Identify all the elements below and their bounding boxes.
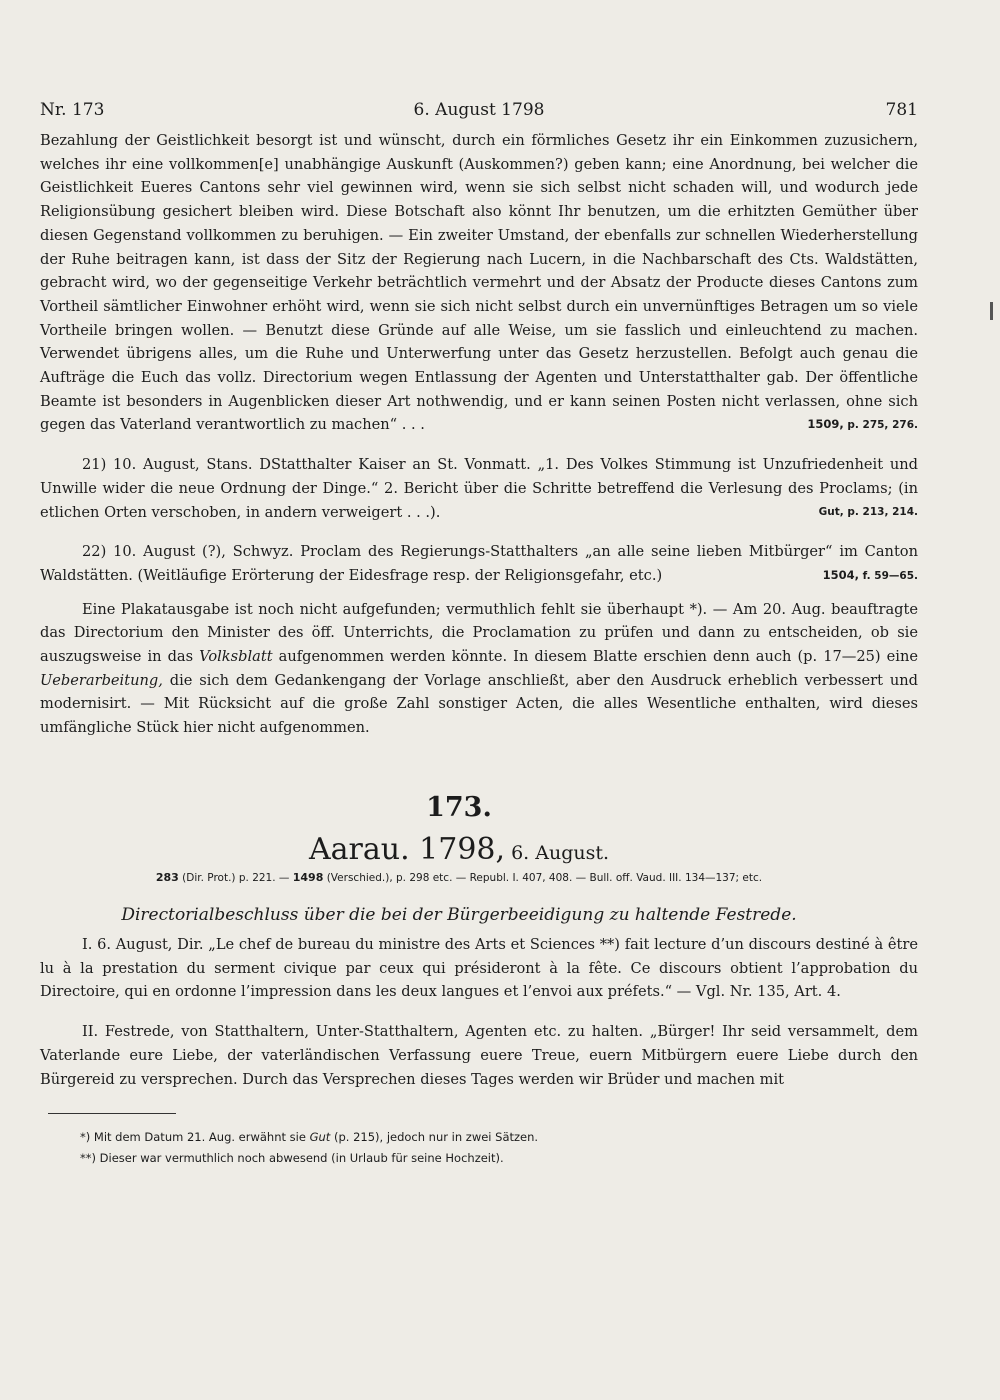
commentary-italic-volksblatt: Volksblatt xyxy=(199,648,273,666)
footnotes xyxy=(80,1127,900,1169)
commentary-text-2: aufgenommen werden könnte. In diesem Blatte erschien denn auch (p. 17—25) eine xyxy=(272,648,918,666)
item-21 xyxy=(40,453,918,524)
document-number-heading: 173. xyxy=(426,792,492,823)
commentary-italic-ueberarbeitung: Ueberarbeitung, xyxy=(40,671,163,689)
source-number-2: 1498 xyxy=(292,871,324,884)
page-number: 781 xyxy=(885,100,918,120)
document-place-date xyxy=(0,832,918,871)
archive-reference xyxy=(807,413,918,438)
item-22 xyxy=(40,540,918,587)
item-22-reference-number: 1504, xyxy=(822,567,859,582)
header-document-number: Nr. 173 xyxy=(40,100,105,120)
footnote-rule xyxy=(48,1113,176,1114)
lower-text-block xyxy=(40,933,918,1091)
document-place-year: Aarau. 1798, xyxy=(308,832,506,867)
item-22-reference xyxy=(781,564,918,589)
item-22-text: 22) 10. August (?), Schwyz. Proclam des Regierungs-Statthalters „an alle seine lieben Mitbürger“ im Canton Waldstätten. (Weitläufige Erörterung der Eidesfrage resp. der Religionsgefahr, etc.) xyxy=(40,543,918,584)
footnote-1-text-a: *) Mit dem Datum 21. Aug. erwähnt sie xyxy=(80,1130,310,1144)
source-number-1: 283 xyxy=(155,871,179,884)
footnote-1 xyxy=(80,1127,900,1148)
section-2: II. Festrede, von Statthaltern, Unter-Statthaltern, Agenten etc. zu halten. „Bürger! Ihr seid versammelt, dem Vaterlande eure Liebe, der vaterländischen Verfassung euere Treue, euern Mitbürgern euere Liebe durch den Bürgereid zu versprechen. Durch das Versprechen dieses Tages werden wir Brüder und machen mit xyxy=(40,1023,918,1088)
footnote-1-text-b: (p. 215), jedoch nur in zwei Sätzen. xyxy=(330,1130,539,1144)
document-date: 6. August. xyxy=(505,842,610,864)
continued-paragraph xyxy=(40,129,918,437)
document-subject: Directorialbeschluss über die bei der Bürgerbeeidigung zu haltende Festrede. xyxy=(121,905,797,925)
document-sources xyxy=(0,871,918,885)
archive-reference-pages: p. 275, 276. xyxy=(843,419,918,432)
item-21-reference: Gut, p. 213, 214. xyxy=(818,505,918,518)
item-21-text: 21) 10. August, Stans. DStatthalter Kaiser an St. Vonmatt. „1. Des Volkes Stimmung ist Unzufriedenheit und Unwille wider die neue Ordnung der Dinge.“ 2. Bericht über die Schritte betreffend die Verlesung des Proclams; (in etlichen Orten verschoben, in andern verweigert . . .). xyxy=(40,456,918,521)
source-text-2: (Verschied.), p. 298 etc. — Republ. I. 407, 408. — Bull. off. Vaud. III. 134—137; etc. xyxy=(323,872,763,884)
footnote-2: **) Dieser war vermuthlich noch abwesend (in Urlaub für seine Hochzeit). xyxy=(80,1151,504,1165)
commentary-text-3: die sich dem Gedankengang der Vorlage anschließt, aber den Ausdruck erheblich verbessert und modernisirt. — Mit Rücksicht auf die große Zahl sonstiger Acten, die alles Wesentliche enthalten, wird dieses umfängliche Stück hier nicht aufgenommen. xyxy=(40,671,918,737)
continued-paragraph-text: Bezahlung der Geistlichkeit besorgt ist und wünscht, durch ein förmliches Gesetz ihr ein Einkommen zuzusichern, welches ihr eine vollkommen[e] unabhängige Auskunft (Auskommen?) geben kann; eine Anordnung, bei welcher die Geistlichkeit Eueres Cantons sehr viel gewinnen wird, wenn sie sich selbst nicht schaden will, und wodurch jede Religionsübung gesichert bleiben wird. Diese Botschaft also könnt Ihr benutzen, um die erhitzten Gemüther über diesen Gegenstand vollkommen zu beruhigen. — Ein zweiter Umstand, der ebenfalls zur schnellen Wiederherstellung der Ruhe beitragen kann, ist dass der Sitz der Regierung nach Lucern, in die Nachbarschaft des Cts. Waldstätten, gebracht wird, wo der gegenseitige Verkehr beträchtlich vermehrt und der Absatz der Producte dieses Cantons zum Vortheil sämtlicher Einwohner erhöht wird, wenn sie sich nicht selbst durch ein unvernünftiges Betragen um so viele Vortheile bringen wollen. — Benutzt diese Gründe auf alle Weise, um sie fasslich und einleuchtend zu machen. Verwendet übrigens alles, um die Ruhe und Unterwerfung unter das Gesetz herzustellen. Befolgt auch genau die Aufträge die Euch das vollz. Directorium wegen Entlassung der Agenten und Unterstatthalter gab. Der öffentliche Beamte ist besonders in Augenblicken dieser Art nothwendig, und er kann seinen Posten nicht verlassen, ohne sich gegen das Vaterland verantwortlich zu machen“ . . . xyxy=(40,132,918,434)
header-date: 6. August 1798 xyxy=(413,100,545,120)
archive-reference-number: 1509, xyxy=(807,417,844,432)
running-header xyxy=(40,100,918,120)
margin-mark xyxy=(990,302,993,320)
item-22-reference-pages: f. 59—65. xyxy=(858,569,918,582)
source-text-1: (Dir. Prot.) p. 221. — xyxy=(178,872,293,884)
upper-text-block xyxy=(40,129,918,740)
commentary-text-1: Eine Plakatausgabe ist noch nicht aufgefunden; vermuthlich fehlt sie überhaupt *). — Am 20. Aug. beauftragte das Directorium den Minister des öff. Unterrichts, die Proclamation zu prüfen und dann zu entscheiden, ob sie auszugsweise in das xyxy=(40,600,918,666)
footnote-1-italic: Gut xyxy=(309,1130,331,1144)
section-1: I. 6. August, Dir. „Le chef de bureau du ministre des Arts et Sciences **) fait lecture d’un discours destiné à être lu à la prestation du serment civique par ceux qui présideront à la fête. Ce discours obtient l’approbation du Directoire, qui en ordonne l’impression dans les deux langues et l’envoi aux préfets.“ — Vgl. Nr. 135, Art. 4. xyxy=(40,936,918,1001)
editorial-commentary xyxy=(40,598,918,740)
